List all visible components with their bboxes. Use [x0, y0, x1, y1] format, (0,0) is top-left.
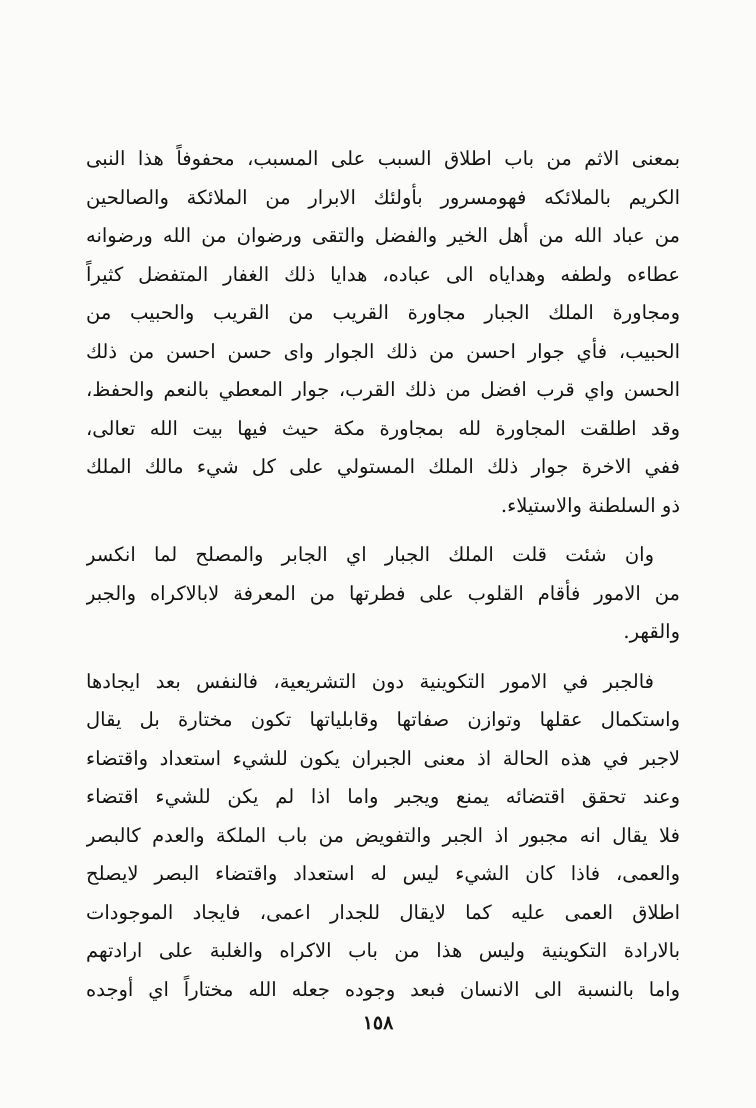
text-line: واستكمال عقلها وتوازن صفاتها وقابلياتها تكون مختارة بل يقال [86, 708, 680, 731]
text-line: وان شئت قلت الملك الجبار اي الجابر والمصلح لما انكسر [86, 543, 654, 566]
text-line: لاجبر في هذه الحالة اذ معنى الجبران يكون للشيء استعداد واقتضاء [86, 746, 680, 770]
text-line: الحسن واي قرب افضل من ذلك القرب، جوار المعطي بالنعم والحفظ، [86, 378, 680, 401]
text-line: ففي الاخرة جوار ذلك الملك المستولي على كل شيء مالك الملك [86, 455, 680, 478]
text-line: وعند تحقق اقتضائه يمنع ويجبر واما اذا لم يكن للشيء اقتضاء [86, 785, 680, 808]
paragraph-gap [86, 652, 680, 663]
text-line: اطلاق العمى عليه كما لايقال للجدار اعمى، فايجاد الموجودات [86, 900, 680, 924]
text-line: من الامور فأقام القلوب على فطرتها من المعرفة لابالاكراه والجبر [86, 581, 680, 605]
text-line: بمعنى الاثم من باب اطلاق السبب على المسبب، محفوفاً هذا النبى [86, 147, 680, 170]
text-line: والعمى، فاذا كان الشيء ليس له استعداد واقتضاء البصر لايصلح [86, 862, 680, 885]
page-number: ١٥٨ [362, 1012, 394, 1034]
text-line: من عباد الله من أهل الخير والفضل والتقى ورضوان من الله ورضوانه [86, 224, 680, 247]
text-line: الكريم بالملائكه فهومسرور بأولئك الابرار من الملائكة والصالحين [86, 185, 680, 209]
text-line: ذو السلطنة والاستيلاء. [500, 493, 680, 517]
text-line: فلا يقال انه مجبور اذ الجبر والتفويض من باب الملكة والعدم كالبصر [86, 823, 680, 847]
text-line: بالارادة التكوينية وليس هذا من باب الاكراه والغلبة على ارادتهم [86, 939, 680, 962]
text-line: ومجاورة الملك الجبار مجاورة القريب من القريب والحبيب من [86, 301, 680, 324]
text-line: وقد اطلقت المجاورة لله بمجاورة مكة حيث فيها بيت الله تعالى، [86, 416, 680, 440]
body-text [86, 140, 680, 1009]
text-line: الحبيب، فأي جوار احسن من ذلك الجوار واى حسن احسن من ذلك [86, 339, 680, 363]
paragraph-gap [86, 525, 680, 536]
text-line: والقهر. [623, 620, 680, 643]
text-line: واما بالنسبة الى الانسان فبعد وجوده جعله الله مختاراً اي أوجده [86, 977, 680, 1001]
text-line: فالجبر في الامور التكوينية دون التشريعية، فالنفس بعد ايجادها [86, 669, 654, 693]
text-line: عطاءه ولطفه وهداياه الى عباده، هدايا ذلك الغفار المتفضل كثيراً [86, 262, 680, 286]
